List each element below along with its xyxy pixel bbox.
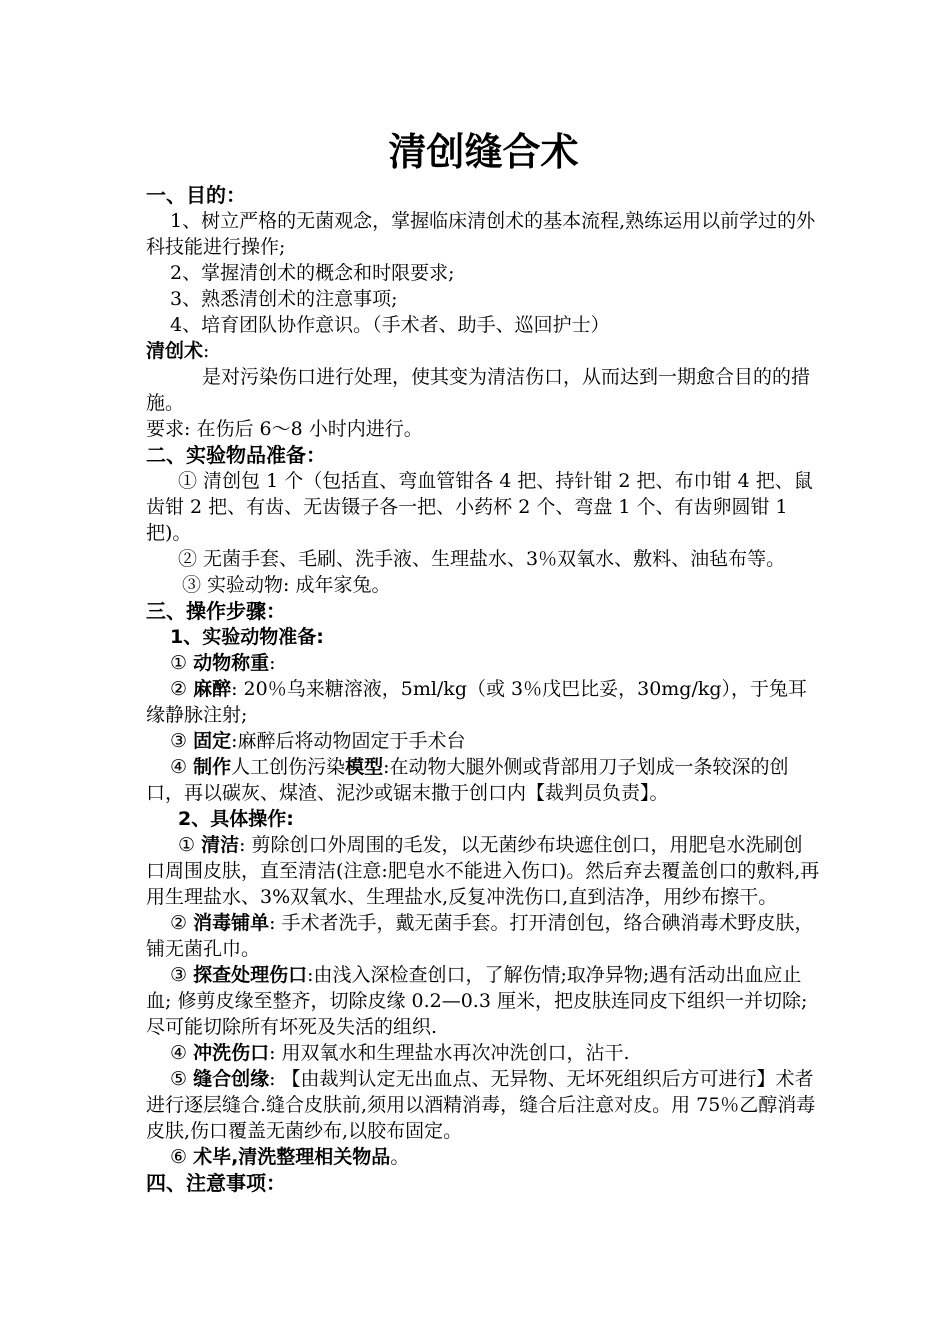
step-text: : 20％乌来糖溶液，5ml/kg（或 3％戊巴比妥，30mg/kg），于兔耳缘静脉注射; bbox=[146, 678, 808, 726]
step-number: ③ bbox=[170, 964, 188, 986]
definition-text: 是对污染伤口进行处理，使其变为清洁伤口，从而达到一期愈合目的的措施。 bbox=[146, 366, 811, 414]
step-text: : 【由裁判认定无出血点、无异物、无坏死组织后方可进行】术者进行逐层缝合.缝合皮肤前,须用以酒精消毒，缝合后注意对皮。用 75％乙醇消毒皮肤,伤口覆盖无菌纱布,以胶布固定。 bbox=[146, 1068, 816, 1142]
prep-step-1 bbox=[146, 650, 821, 676]
materials-item-1: ① 清创包 1 个（包括直、弯血管钳各 4 把、持针钳 2 把、布巾钳 4 把、鼠齿钳 2 把、有齿、无齿镊子各一把、小药杯 2 个、弯盘 1 个、有齿卵圆钳 1 把)。 bbox=[146, 470, 813, 544]
prep-step-2 bbox=[146, 676, 821, 728]
step-number: ③ bbox=[170, 730, 188, 752]
step-title: 清洁 bbox=[201, 834, 240, 856]
step-number: ① bbox=[170, 652, 188, 674]
procedure-step-5 bbox=[146, 1066, 821, 1144]
document-page bbox=[146, 120, 821, 1196]
procedure-step-3 bbox=[146, 962, 821, 1040]
document-title: 清创缝合术 bbox=[388, 130, 579, 174]
step-number: ① bbox=[178, 834, 196, 856]
materials-item-3: ③ 实验动物: 成年家兔。 bbox=[182, 574, 391, 596]
purpose-item-3: 3、熟悉清创术的注意事项; bbox=[170, 288, 398, 310]
prep-step-4 bbox=[146, 754, 821, 806]
step-number: ④ bbox=[170, 1042, 188, 1064]
definition-heading: 清创术 bbox=[146, 340, 204, 362]
definition-heading-line bbox=[146, 338, 821, 364]
prep-step-3 bbox=[146, 728, 821, 754]
step-text: 人工创伤污染 bbox=[231, 756, 346, 778]
step-title: 缝合创缘 bbox=[193, 1068, 270, 1090]
step-number: ⑤ bbox=[170, 1068, 188, 1090]
section-purpose-heading: 一、目的： bbox=[146, 183, 246, 207]
procedure-step-1 bbox=[146, 832, 821, 910]
step-title: 制作 bbox=[193, 756, 232, 778]
purpose-item-2: 2、掌握清创术的概念和时限要求; bbox=[170, 262, 455, 284]
section-materials-heading: 二、实验物品准备： bbox=[146, 443, 326, 467]
step-title: 麻醉 bbox=[193, 678, 232, 700]
step-text: : bbox=[269, 652, 276, 674]
step-title: 消毒铺单 bbox=[193, 912, 270, 934]
steps-sub-heading-1: 1、实验动物准备: bbox=[170, 626, 324, 648]
step-number: ④ bbox=[170, 756, 188, 778]
step-text: :麻醉后将动物固定于手术台 bbox=[231, 730, 466, 752]
step-title: 动物称重 bbox=[193, 652, 270, 674]
definition-colon: : bbox=[203, 340, 210, 362]
step-title-2: 模型 bbox=[345, 756, 384, 778]
purpose-item-4: 4、培育团队协作意识。（手术者、助手、巡回护士） bbox=[170, 314, 610, 336]
section-steps-heading: 三、操作步骤： bbox=[146, 599, 286, 623]
step-text: : 手术者洗手，戴无菌手套。打开清创包，络合碘消毒术野皮肤，铺无菌孔巾。 bbox=[146, 912, 814, 960]
step-number: ⑥ bbox=[170, 1146, 188, 1168]
procedure-step-4 bbox=[146, 1040, 821, 1066]
step-text: :在动物大腿外侧或背部用刀子划成一条较深的创口，再以碳灰、煤渣、泥沙或锯末撒于创口内【裁判员负责】。 bbox=[146, 756, 789, 804]
step-number: ② bbox=[170, 678, 188, 700]
purpose-item-1: 1、树立严格的无菌观念，掌握临床清创术的基本流程,熟练运用以前学过的外科技能进行操作; bbox=[146, 210, 816, 258]
procedure-step-2 bbox=[146, 910, 821, 962]
section-notes-heading: 四、注意事项： bbox=[146, 1171, 286, 1195]
step-text: : 用双氧水和生理盐水再次冲洗创口，沾干. bbox=[269, 1042, 630, 1064]
step-text: :由浅入深检查创口，了解伤情;取净异物;遇有活动出血应止血; 修剪皮缘至整齐，切除皮缘 0.2—0.3 厘米，把皮肤连同皮下组织一并切除;尽可能切除所有坏死及失活的组织. bbox=[146, 964, 808, 1038]
step-title: 冲洗伤口 bbox=[193, 1042, 270, 1064]
step-text: : 剪除创口外周围的毛发，以无菌纱布块遮住创口，用肥皂水洗刷创口周围皮肤，直至清洁(注意:肥皂水不能进入伤口)。然后弃去覆盖创口的敷料,再用生理盐水、3%双氧水、生理盐水,反复冲洗伤口,直到洁净，用纱布擦干。 bbox=[146, 834, 820, 908]
steps-sub-heading-2: 2、具体操作: bbox=[178, 808, 294, 830]
procedure-step-6 bbox=[146, 1144, 821, 1170]
materials-item-2: ② 无菌手套、毛刷、洗手液、生理盐水、3％双氧水、敷料、油毡布等。 bbox=[178, 548, 786, 570]
step-title: 探查处理伤口 bbox=[193, 964, 308, 986]
step-title: 固定 bbox=[193, 730, 232, 752]
step-text: 。 bbox=[390, 1146, 410, 1168]
time-requirement: 要求: 在伤后 6～8 小时内进行。 bbox=[146, 418, 423, 440]
step-title: 术毕,清洗整理相关物品 bbox=[193, 1146, 391, 1168]
step-number: ② bbox=[170, 912, 188, 934]
